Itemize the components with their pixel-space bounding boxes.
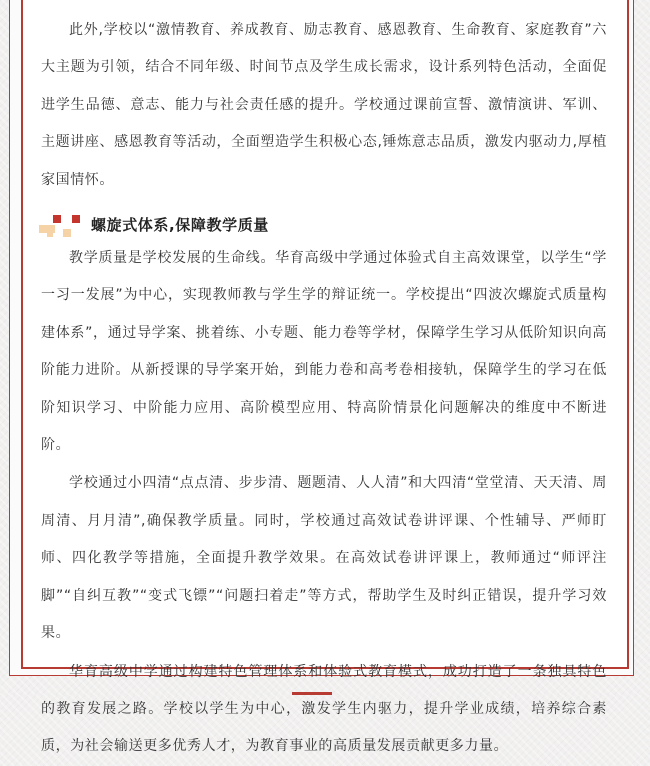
article-body <box>41 12 607 766</box>
decorative-squares-icon <box>39 211 85 237</box>
paragraph-conclusion: 华育高级中学通过构建特色管理体系和体验式教育模式，成功打造了一条独具特色的教育发展之路。学校以学生为中心，激发学生内驱力，提升学业成绩，培养综合素质，为社会输送更多优秀人才，为教育事业的高质量发展贡献更多力量。 <box>41 663 607 755</box>
paragraph-four-clears: 学校通过小四清“点点清、步步清、题题清、人人清”和大四清“堂堂清、天天清、周周清、月月清”,确保教学质量。同时，学校通过高效试卷讲评课、个性辅导、严师盯师、四化教学等措施，全面提升教学效果。在高效试卷讲评课上，教师通过“师评注脚”“自纠互教”“变式飞镖”“问题扫着走”等方式，帮助学生及时纠正错误，提升学习效果。 <box>41 475 607 642</box>
section-heading-title: 螺旋式体系,保障教学质量 <box>91 215 269 234</box>
paragraph-teaching-quality: 教学质量是学校发展的生命线。华育高级中学通过体验式自主高效课堂，以学生“学一习一发展”为中心，实现教师教与学生学的辩证统一。学校提出“四波次螺旋式质量构建体系”，通过导学案、挑着练、小专题、能力卷等学材，保障学生学习从低阶知识向高阶能力进阶。从新授课的导学案开始，到能力卷和高考卷相接轨，保障学生的学习在低阶知识学习、中阶能力应用、高阶模型应用、特高阶情景化问题解决的维度中不断进阶。 <box>41 250 607 454</box>
paragraph-six-themes: 此外,学校以“激情教育、养成教育、励志教育、感恩教育、生命教育、家庭教育”六大主题为引领，结合不同年级、时间节点及学生成长需求，设计系列特色活动，全面促进学生品德、意志、能力与社会责任感的提升。学校通过课前宣誓、激情演讲、军训、主题讲座、感恩教育等活动，全面塑造学生积极心态,锤炼意志品质，激发内驱动力,厚植家国情怀。 <box>41 22 607 188</box>
